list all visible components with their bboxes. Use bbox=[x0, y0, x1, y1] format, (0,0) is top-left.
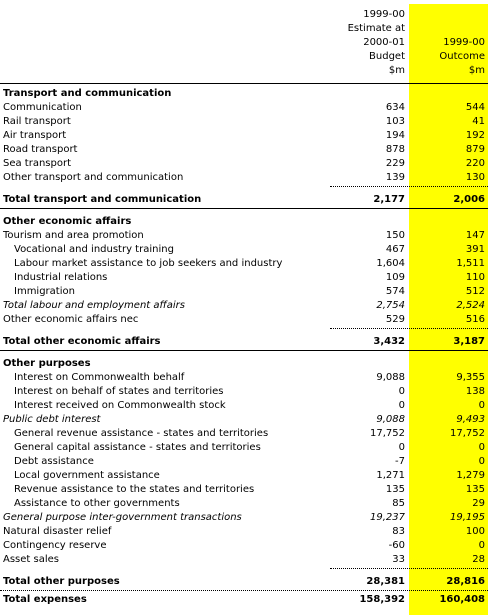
table-row bbox=[0, 427, 488, 441]
estimate-value: 194 bbox=[385, 130, 405, 141]
table-row bbox=[0, 271, 488, 285]
estimate-value: 3,432 bbox=[373, 336, 405, 347]
row-label: Public debt interest bbox=[3, 414, 101, 425]
row-label: General revenue assistance - states and territories bbox=[14, 428, 269, 439]
row-label: Total transport and communication bbox=[3, 194, 202, 205]
table-row bbox=[0, 143, 488, 157]
estimate-value: 229 bbox=[385, 158, 405, 169]
estimate-value: 0 bbox=[398, 442, 405, 453]
row-label: Interest on behalf of states and territories bbox=[14, 386, 224, 397]
row-label: Debt assistance bbox=[14, 456, 94, 467]
outcome-value: 516 bbox=[465, 314, 485, 325]
row-label: Assistance to other governments bbox=[14, 498, 180, 509]
table-row bbox=[0, 129, 488, 143]
outcome-value: 220 bbox=[465, 158, 485, 169]
table-row bbox=[0, 593, 488, 607]
estimate-value: 28,381 bbox=[366, 576, 405, 587]
estimate-value: 33 bbox=[392, 554, 405, 565]
row-label: Contingency reserve bbox=[3, 540, 107, 551]
estimate-header-line: $m bbox=[388, 65, 405, 76]
table-row bbox=[0, 171, 488, 185]
estimate-value: 0 bbox=[398, 386, 405, 397]
outcome-value: 41 bbox=[472, 116, 485, 127]
outcome-value: 9,493 bbox=[456, 414, 485, 425]
row-label: Road transport bbox=[3, 144, 78, 155]
outcome-header-line: Outcome bbox=[439, 51, 485, 62]
estimate-value: 878 bbox=[385, 144, 405, 155]
table-row bbox=[0, 455, 488, 469]
row-label: Total labour and employment affairs bbox=[3, 300, 185, 311]
outcome-value: 1,511 bbox=[456, 258, 485, 269]
table-row bbox=[0, 469, 488, 483]
table-row bbox=[0, 157, 488, 171]
row-label: Immigration bbox=[14, 286, 75, 297]
row-label: Local government assistance bbox=[14, 470, 160, 481]
table-row bbox=[0, 115, 488, 129]
row-label: Other purposes bbox=[3, 358, 91, 369]
estimate-value: 158,392 bbox=[359, 594, 405, 605]
table-row bbox=[0, 229, 488, 243]
table-row bbox=[0, 357, 488, 371]
estimate-column-header bbox=[330, 8, 405, 80]
estimate-value: 17,752 bbox=[370, 428, 405, 439]
row-label: Total other purposes bbox=[3, 576, 120, 587]
table-row bbox=[0, 441, 488, 455]
outcome-value: 0 bbox=[478, 540, 485, 551]
estimate-value: 1,271 bbox=[376, 470, 405, 481]
row-label: Vocational and industry training bbox=[14, 244, 174, 255]
outcome-value: 391 bbox=[465, 244, 485, 255]
estimate-header-line: Budget bbox=[369, 51, 405, 62]
table-row bbox=[0, 257, 488, 271]
outcome-header-line: 1999-00 bbox=[443, 37, 485, 48]
estimate-value: 634 bbox=[385, 102, 405, 113]
outcome-value: 28 bbox=[472, 554, 485, 565]
subtotal-rule bbox=[330, 186, 488, 187]
estimate-value: 9,088 bbox=[376, 414, 405, 425]
estimate-value: -7 bbox=[395, 456, 405, 467]
estimate-value: 467 bbox=[385, 244, 405, 255]
estimate-value: 2,754 bbox=[376, 300, 405, 311]
row-label: Total expenses bbox=[3, 594, 87, 605]
outcome-value: 19,195 bbox=[450, 512, 485, 523]
outcome-value: 0 bbox=[478, 400, 485, 411]
table-row bbox=[0, 539, 488, 553]
table-row bbox=[0, 553, 488, 567]
subtotal-rule bbox=[330, 328, 488, 329]
table-row bbox=[0, 371, 488, 385]
outcome-value: 130 bbox=[465, 172, 485, 183]
outcome-value: 100 bbox=[465, 526, 485, 537]
row-label: Air transport bbox=[3, 130, 67, 141]
subtotal-rule bbox=[330, 568, 488, 569]
row-label: Other economic affairs bbox=[3, 216, 132, 227]
row-label: Sea transport bbox=[3, 158, 72, 169]
estimate-value: 19,237 bbox=[370, 512, 405, 523]
table-row bbox=[0, 313, 488, 327]
outcome-value: 147 bbox=[465, 230, 485, 241]
row-label: Other transport and communication bbox=[3, 172, 184, 183]
estimate-value: 135 bbox=[385, 484, 405, 495]
table-row bbox=[0, 285, 488, 299]
estimate-header-line: Estimate at bbox=[347, 23, 405, 34]
header-rule bbox=[0, 83, 488, 84]
row-label: Interest on Commonwealth behalf bbox=[14, 372, 185, 383]
table-row bbox=[0, 243, 488, 257]
table-row bbox=[0, 525, 488, 539]
row-label: Other economic affairs nec bbox=[3, 314, 139, 325]
section-rule bbox=[0, 350, 488, 351]
estimate-header-line: 2000-01 bbox=[363, 37, 405, 48]
row-label: Industrial relations bbox=[14, 272, 108, 283]
row-label: General purpose inter-government transactions bbox=[3, 512, 242, 523]
estimate-value: 150 bbox=[385, 230, 405, 241]
row-label: General capital assistance - states and territories bbox=[14, 442, 261, 453]
outcome-value: 2,524 bbox=[456, 300, 485, 311]
outcome-value: 160,408 bbox=[439, 594, 485, 605]
table-row bbox=[0, 299, 488, 313]
table-row bbox=[0, 413, 488, 427]
row-label: Natural disaster relief bbox=[3, 526, 112, 537]
outcome-value: 110 bbox=[465, 272, 485, 283]
table-row bbox=[0, 483, 488, 497]
total-rule bbox=[0, 590, 488, 591]
estimate-header-line: 1999-00 bbox=[363, 9, 405, 20]
table-row bbox=[0, 215, 488, 229]
outcome-value: 1,279 bbox=[456, 470, 485, 481]
estimate-value: 103 bbox=[385, 116, 405, 127]
row-label: Interest received on Commonwealth stock bbox=[14, 400, 226, 411]
outcome-value: 512 bbox=[465, 286, 485, 297]
row-label: Rail transport bbox=[3, 116, 71, 127]
outcome-value: 9,355 bbox=[456, 372, 485, 383]
outcome-value: 2,006 bbox=[453, 194, 485, 205]
outcome-value: 29 bbox=[472, 498, 485, 509]
outcome-value: 0 bbox=[478, 442, 485, 453]
estimate-value: -60 bbox=[388, 540, 405, 551]
table-row bbox=[0, 87, 488, 101]
outcome-header-line: $m bbox=[468, 65, 485, 76]
row-label: Tourism and area promotion bbox=[3, 230, 144, 241]
table-row bbox=[0, 385, 488, 399]
table-row bbox=[0, 101, 488, 115]
estimate-value: 0 bbox=[398, 400, 405, 411]
row-label: Revenue assistance to the states and territories bbox=[14, 484, 255, 495]
outcome-value: 138 bbox=[465, 386, 485, 397]
outcome-value: 28,816 bbox=[446, 576, 485, 587]
outcome-value: 544 bbox=[465, 102, 485, 113]
table-row bbox=[0, 335, 488, 349]
outcome-value: 879 bbox=[465, 144, 485, 155]
table-row bbox=[0, 575, 488, 589]
outcome-value: 17,752 bbox=[450, 428, 485, 439]
estimate-value: 1,604 bbox=[376, 258, 405, 269]
outcome-value: 0 bbox=[478, 456, 485, 467]
table-row bbox=[0, 193, 488, 207]
outcome-value: 135 bbox=[465, 484, 485, 495]
estimate-value: 85 bbox=[392, 498, 405, 509]
table-row bbox=[0, 511, 488, 525]
outcome-value: 3,187 bbox=[453, 336, 485, 347]
estimate-value: 109 bbox=[385, 272, 405, 283]
table-row bbox=[0, 497, 488, 511]
row-label: Asset sales bbox=[3, 554, 59, 565]
row-label: Transport and communication bbox=[3, 88, 172, 99]
section-rule bbox=[0, 208, 488, 209]
estimate-value: 83 bbox=[392, 526, 405, 537]
row-label: Labour market assistance to job seekers and industry bbox=[14, 258, 283, 269]
row-label: Total other economic affairs bbox=[3, 336, 161, 347]
estimate-value: 9,088 bbox=[376, 372, 405, 383]
estimate-value: 2,177 bbox=[373, 194, 405, 205]
outcome-value: 192 bbox=[465, 130, 485, 141]
estimate-value: 139 bbox=[385, 172, 405, 183]
estimate-value: 574 bbox=[385, 286, 405, 297]
row-label: Communication bbox=[3, 102, 82, 113]
estimate-value: 529 bbox=[385, 314, 405, 325]
table-row bbox=[0, 399, 488, 413]
